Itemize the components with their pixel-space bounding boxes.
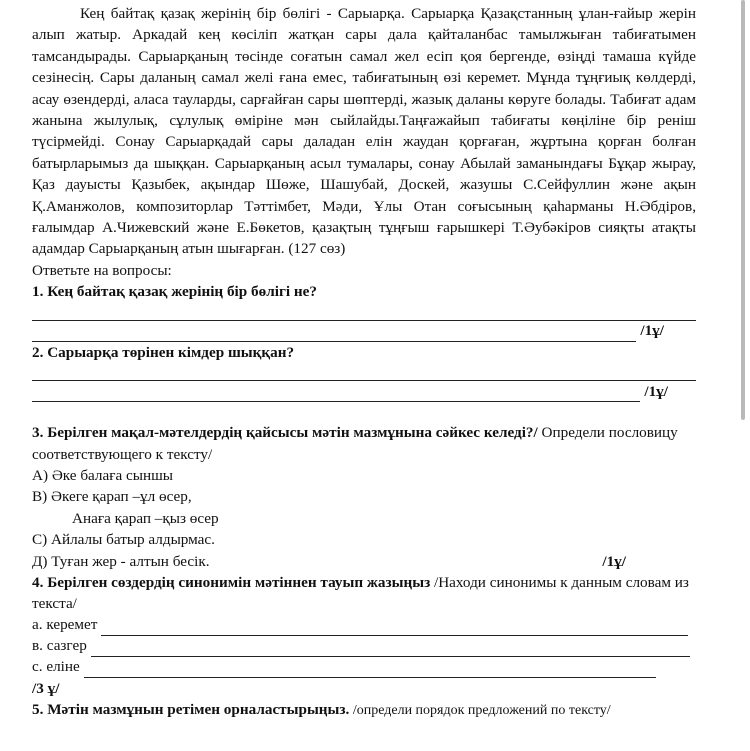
question-3-title-ru: Определи пословицу соответствующего к тексту/: [32, 424, 678, 463]
synonym-label-a: а. керемет: [32, 616, 98, 634]
synonym-label-c: с. еліне: [32, 658, 80, 676]
question-1-score: /1ұ/: [640, 322, 664, 340]
question-5-title-ru: /определи порядок предложений по тексту/: [349, 703, 611, 719]
reading-passage: Кең байтақ қазақ жерінің бір бөлігі - Сарыарқа. Сарыарқа Қазақстанның ұлан-ғайыр жерін алып жатыр. Аркадай кең көсіліп жатқан сары дала қайталанбас тамылжыған табиғатымен тамсандырады. Сарыарқаның төсінде соғатын самал жел есіп қоя бергенде, өзіңді тамаша күйде сезінесің. Сары даланың самал желі ғана емес, табиғатының өзі керемет. Мұнда тұңғиық көлдерді, асау өзендерді, аласа тауларды, сарғайған сары шөптерді, жазық даланы көруге болады. Табиғат адам жанына жылулық, сұлулық өміріне мән сыйлайды.Таңғажайып табиғаты көңіліне бір реніш түсірмейді. Сонау Сарыарқадай сары даладан елін жаудан қорғаған, жұртына қорған болған батырларымыз да шыққан. Сарыарқаның асыл тумалары, сонау Абылай заманындағы Бұқар жырау, Қаз дауысты Қазыбек, ақындар Шөже, Шашубай, Доскей, жазушы С.Сейфуллин және ақын Қ.Аманжолов, композиторлар Тәттімбет, Мәди, Ұлы Отан соғысының қаһарманы Н.Әбдіров, ғалымдар А.Чижевский және Е.Бөкетов, қазақтың тұңғыш ғарышкері Т.Әубәкіров сияқты атақты адамдар Сарыарқаның атын шығарған. (127 сөз): [32, 5, 696, 258]
synonym-row-a: [32, 615, 688, 636]
option-a: [32, 465, 696, 486]
synonym-line-c[interactable]: [84, 662, 656, 678]
synonym-label-b: в. сазгер: [32, 637, 87, 655]
answer-line-2a[interactable]: [32, 363, 696, 381]
question-5-title-kk: 5. Мәтін мазмұнын ретімен орналастырыңыз.: [32, 701, 350, 719]
instruction-text: Ответьте на вопросы:: [32, 261, 172, 279]
question-3-title: [32, 422, 696, 465]
question-2-title: 2. Сарыарқа төрінен кімдер шыққан?: [32, 343, 295, 361]
option-b-text: В) Әкеге қарап –ұл өсер,: [32, 488, 192, 506]
synonym-row-c: [32, 657, 656, 678]
answer-row-2b: [32, 381, 696, 402]
option-c: [32, 529, 696, 550]
question-1-title: 1. Кең байтақ қазақ жерінің бір бөлігі не?: [32, 283, 317, 301]
question-5-title: [32, 699, 696, 721]
question-4-title-kk: 4. Берілген сөздердің синонимін мәтіннен тауып жазыңыз: [32, 573, 431, 591]
question-2-score: /1ұ/: [644, 382, 668, 400]
question-4-title-ru: /Находи синонимы к данным словам из текста/: [32, 573, 689, 613]
option-a-text: А) Әке балаға сыншы: [32, 466, 173, 484]
synonym-row-b: [32, 636, 690, 657]
question-3-score: /1ұ/: [602, 552, 626, 570]
scrollbar-thumb[interactable]: [741, 0, 745, 420]
answer-line-1b[interactable]: [32, 326, 636, 342]
answer-line-2b[interactable]: [32, 386, 640, 402]
spacer: [32, 402, 696, 422]
option-b-text-2: Анаға қарап –қыз өсер: [72, 509, 219, 527]
synonym-line-a[interactable]: [101, 620, 688, 636]
option-b: [32, 486, 696, 529]
answer-row-1b: [32, 321, 696, 342]
question-3-title-kk: 3. Берілген мақал-мәтелдердің қайсысы мәтін мазмұнына сәйкес келеді?/: [32, 424, 538, 442]
option-d-text: Д) Туған жер - алтын бесік.: [32, 552, 210, 570]
option-d: [32, 551, 696, 572]
question-4-score: /3 ұ/: [32, 679, 60, 697]
worksheet-page: [32, 3, 696, 722]
answer-line-1a[interactable]: [32, 303, 696, 321]
synonym-line-b[interactable]: [91, 641, 690, 657]
question-4-title: [32, 572, 696, 615]
option-c-text: С) Айлалы батыр алдырмас.: [32, 531, 215, 549]
